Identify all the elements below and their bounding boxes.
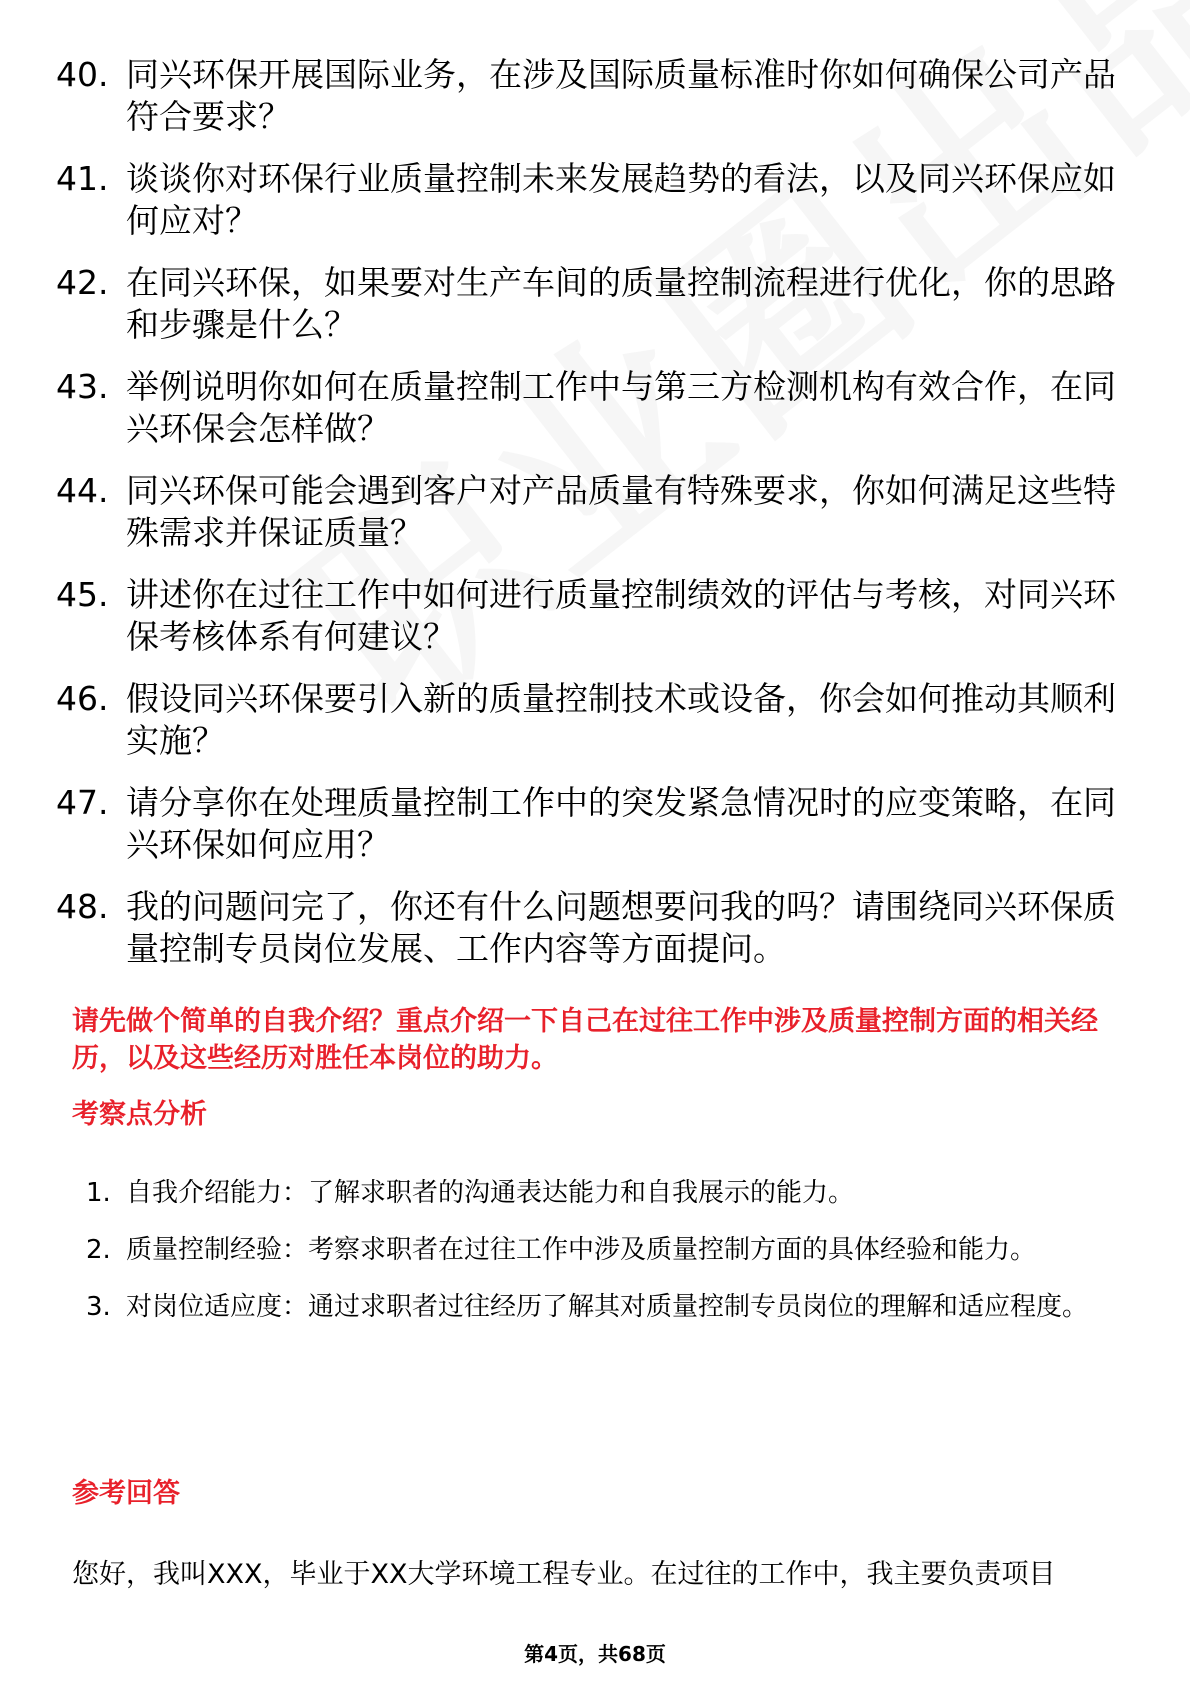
question-number: 40. xyxy=(56,55,109,94)
question-number: 43. xyxy=(56,367,109,406)
question-text: 我的问题问完了，你还有什么问题想要问我的吗？请围绕同兴环保质量控制专员岗位发展、工作内容等方面提问。 xyxy=(126,887,1116,968)
question-item xyxy=(0,54,1190,138)
question-text: 举例说明你如何在质量控制工作中与第三方检测机构有效合作，在同兴环保会怎样做？ xyxy=(126,367,1116,448)
question-list xyxy=(0,54,1190,990)
question-item xyxy=(0,158,1190,242)
question-number: 42. xyxy=(56,263,109,302)
analysis-list xyxy=(0,1165,1190,1336)
analysis-text: 对岗位适应度：通过求职者过往经历了解其对质量控制专员岗位的理解和适应程度。 xyxy=(126,1292,1089,1322)
question-item xyxy=(0,782,1190,866)
question-number: 41. xyxy=(56,159,109,198)
question-number: 46. xyxy=(56,679,109,718)
answer-heading: 参考回答 xyxy=(72,1478,180,1509)
question-number: 44. xyxy=(56,471,109,510)
question-number: 47. xyxy=(56,783,109,822)
analysis-item xyxy=(0,1222,1190,1279)
question-text: 同兴环保可能会遇到客户对产品质量有特殊要求，你如何满足这些特殊需求并保证质量？ xyxy=(126,471,1116,552)
analysis-number: 3. xyxy=(86,1292,111,1322)
question-text: 在同兴环保，如果要对生产车间的质量控制流程进行优化，你的思路和步骤是什么？ xyxy=(126,263,1116,344)
question-text: 同兴环保开展国际业务，在涉及国际质量标准时你如何确保公司产品符合要求？ xyxy=(126,55,1116,136)
question-item xyxy=(0,470,1190,554)
question-item xyxy=(0,366,1190,450)
question-text: 讲述你在过往工作中如何进行质量控制绩效的评估与考核，对同兴环保考核体系有何建议？ xyxy=(126,575,1116,656)
analysis-text: 自我介绍能力：了解求职者的沟通表达能力和自我展示的能力。 xyxy=(126,1178,855,1208)
analysis-item xyxy=(0,1165,1190,1222)
question-number: 45. xyxy=(56,575,109,614)
question-item xyxy=(0,574,1190,658)
analysis-number: 1. xyxy=(86,1178,111,1208)
question-text: 假设同兴环保要引入新的质量控制技术或设备，你会如何推动其顺利实施？ xyxy=(126,679,1116,760)
analysis-text: 质量控制经验：考察求职者在过往工作中涉及质量控制方面的具体经验和能力。 xyxy=(126,1235,1037,1265)
analysis-number: 2. xyxy=(86,1235,111,1265)
question-text: 请分享你在处理质量控制工作中的突发紧急情况时的应变策略，在同兴环保如何应用？ xyxy=(126,783,1116,864)
question-text: 谈谈你对环保行业质量控制未来发展趋势的看法，以及同兴环保应如何应对？ xyxy=(126,159,1116,240)
analysis-heading: 考察点分析 xyxy=(72,1099,207,1130)
question-number: 48. xyxy=(56,887,109,926)
intro-question: 请先做个简单的自我介绍？重点介绍一下自己在过往工作中涉及质量控制方面的相关经历，以及这些经历对胜任本岗位的助力。 xyxy=(72,1006,1098,1074)
answer-text: 您好，我叫XXX，毕业于XX大学环境工程专业。在过往的工作中，我主要负责项目 xyxy=(72,1559,1056,1590)
analysis-item xyxy=(0,1279,1190,1336)
page-footer: 第4页，共68页 xyxy=(524,1642,666,1666)
question-item xyxy=(0,262,1190,346)
question-item xyxy=(0,678,1190,762)
question-item xyxy=(0,886,1190,970)
